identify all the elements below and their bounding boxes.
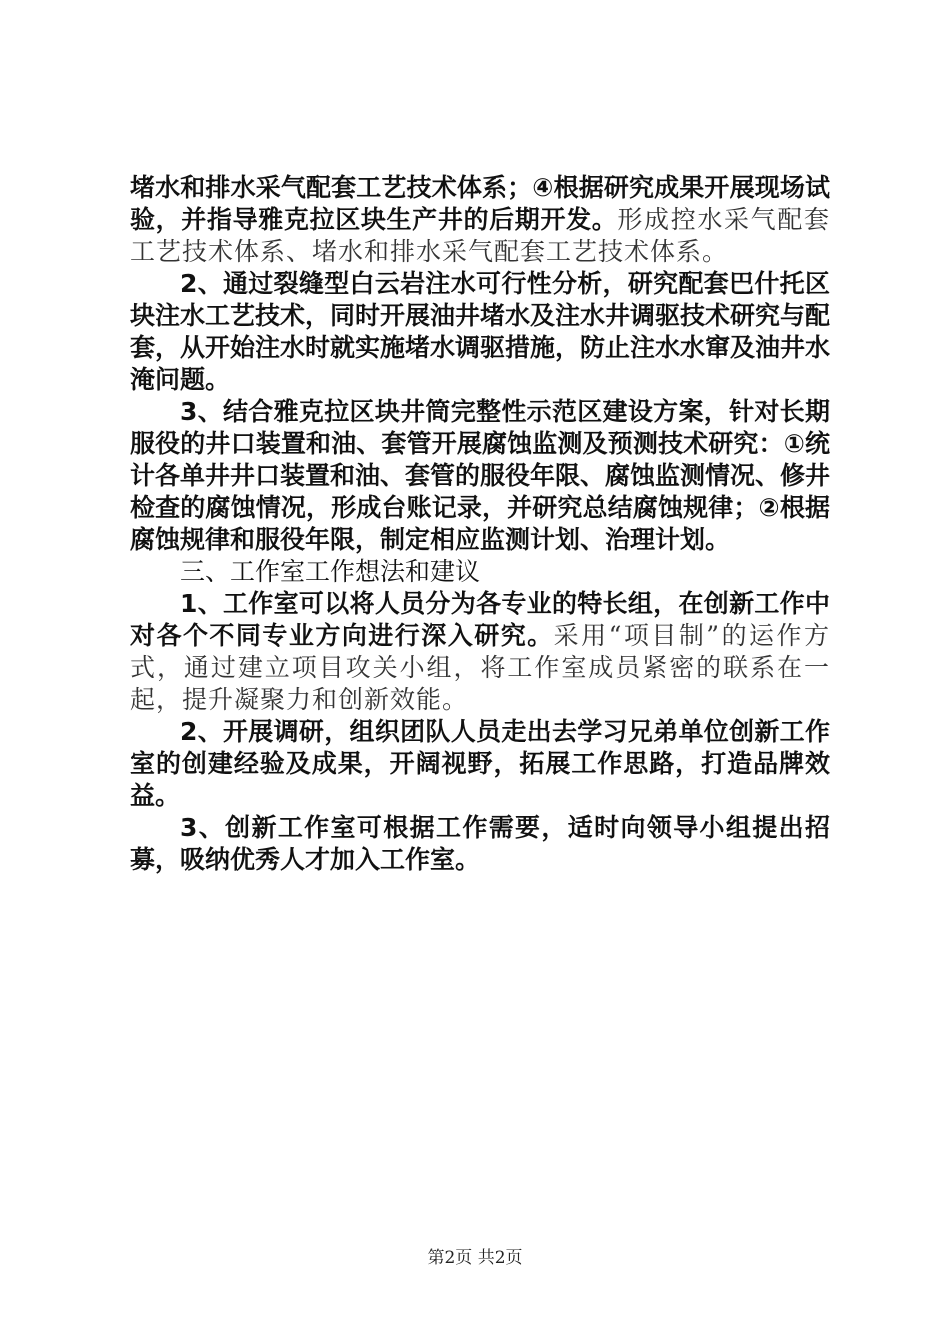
paragraph-continuation (130, 172, 830, 268)
page-footer: 第2页 共2页 (427, 1248, 523, 1268)
suggestion-item-3 (130, 812, 830, 876)
paragraph-text: 3、结合雅克拉区块井筒完整性示范区建设方案，针对长期服役的井口装置和油、套管开展腐蚀监测及预测技术研究：①统计各单井井口装置和油、套管的服役年限、腐蚀监测情况、修井检查的腐蚀情况，形成台账记录，并研究总结腐蚀规律；②根据腐蚀规律和服役年限，制定相应监测计划、治理计划。 (130, 397, 831, 554)
document-body (130, 172, 830, 876)
suggestion-item-1 (130, 588, 830, 716)
paragraph-text: 堵水和排水采气配套工艺技术体系；④根据研究成果开展现场试验，并指导雅克拉区块生产井的后期开发。 (130, 173, 830, 234)
paragraph-text: 2、通过裂缝型白云岩注水可行性分析，研究配套巴什托区块注水工艺技术，同时开展油井堵水及注水井调驱技术研究与配套，从开始注水时就实施堵水调驱措施，防止注水水窜及油井水淹问题。 (130, 269, 831, 394)
paragraph-text: 3、创新工作室可根据工作需要，适时向领导小组提出招募，吸纳优秀人才加入工作室。 (130, 813, 830, 874)
paragraph-item-3 (130, 396, 830, 556)
paragraph-text-light: 形成控水采气配套工艺技术体系、堵水和排水采气配套工艺技术体系。 (130, 205, 830, 266)
section-heading-text: 三、工作室工作想法和建议 (180, 557, 481, 586)
suggestion-item-2 (130, 716, 830, 812)
paragraph-text-light: 采用“项目制”的运作方式，通过建立项目攻关小组，将工作室成员紧密的联系在一起，提升凝聚力和创新效能。 (130, 621, 830, 714)
paragraph-text: 1、工作室可以将人员分为各专业的特长组，在创新工作中对各个不同专业方向进行深入研究。 (130, 589, 830, 650)
paragraph-text: 2、开展调研，组织团队人员走出去学习兄弟单位创新工作室的创建经验及成果，开阔视野，拓展工作思路，打造品牌效益。 (130, 717, 830, 810)
section-heading (130, 556, 830, 588)
paragraph-item-2 (130, 268, 830, 396)
